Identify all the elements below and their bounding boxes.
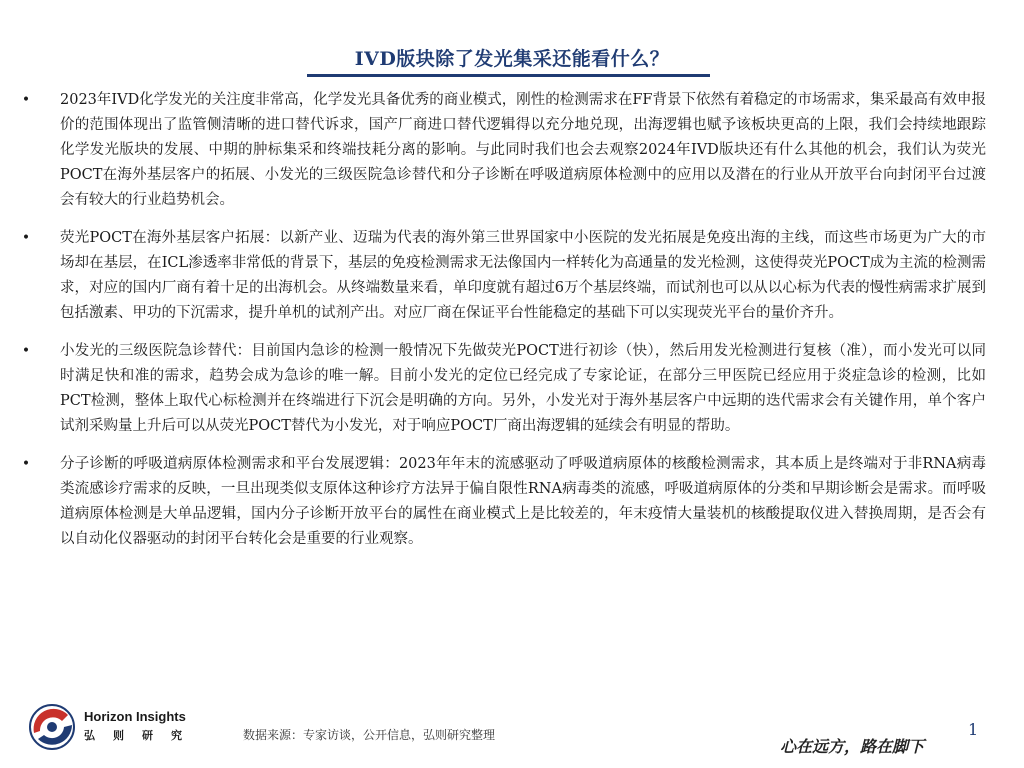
title-underline [307,74,710,77]
bullet-text: 荧光POCT在海外基层客户拓展：以新产业、迈瑞为代表的海外第三世界国家中小医院的发光拓展是免疫出海的主线，而这些市场更为广大的市场却在基层，在ICL渗透率非常低的背景下，基层的免疫检测需求无法像国内一样转化为高通量的发光检测，这使得荧光POCT成为主流的检测需求，对应的国内厂商有着十足的出海机会。从终端数量来看，单印度就有超过6万个基层终端，而试剂也可以从以心标为代表的慢性病需求扩展到包括激素、甲功的下沉需求，提升单机的试剂产出。对应厂商在保证平台性能稳定的基础下可以实现荧光平台的量价齐升。 [60,230,986,321]
bullet-item [20,226,986,326]
page-title: IVD版块除了发光集采还能看什么？ [354,48,670,70]
horizon-insights-logo-icon [28,703,76,751]
bullet-dot: • [21,343,31,359]
bullet-dot: • [21,92,31,108]
bullet-dot: • [21,456,31,472]
bullet-text: 2023年IVD化学发光的关注度非常高，化学发光具备优秀的商业模式，刚性的检测需求在FF背景下依然有着稳定的市场需求，集采最高有效申报价的范围体现出了监管侧清晰的进口替代诉求，国产厂商进口替代逻辑得以充分地兑现，出海逻辑也赋予该板块更高的上限，我们会持续地跟踪化学发光版块的发展、中期的肿标集采和终端技耗分离的影响。与此同时我们也会去观察2024年IVD版块还有什么其他的机会，我们认为荧光POCT在海外基层客户的拓展、小发光的三级医院急诊替代和分子诊断在呼吸道病原体检测中的应用以及潜在的行业从开放平台向封闭平台过渡会有较大的行业趋势机会。 [60,92,986,208]
bullet-text: 分子诊断的呼吸道病原体检测需求和平台发展逻辑：2023年年末的流感驱动了呼吸道病原体的核酸检测需求，其本质上是终端对于非RNA病毒类流感诊疗需求的反映，一旦出现类似支原体这种诊疗方法异于偏自限性RNA病毒类的流感，呼吸道病原体的分类和早期诊断会是需求。而呼吸道病原体检测是大单品逻辑，国内分子诊断开放平台的属性在商业模式上是比较差的，年末疫情大量装机的核酸提取仪进入替换周期，是否会有以自动化仪器驱动的封闭平台转化会是重要的行业观察。 [60,456,986,547]
bullet-text: 小发光的三级医院急诊替代：目前国内急诊的检测一般情况下先做荧光POCT进行初诊（快），然后用发光检测进行复核（准），而小发光可以同时满足快和准的需求，趋势会成为急诊的唯一解。目前小发光的定位已经完成了专家论证，在部分三甲医院已经应用于炎症急诊的检测，比如PCT检测，整体上取代心标检测并在终端进行下沉会是明确的方向。另外，小发光对于海外基层客户中远期的迭代需求会有关键作用，单个客户试剂采购量上升后可以从荧光POCT替代为小发光，对于响应POCT厂商出海逻辑的延续会有明显的帮助。 [60,343,986,434]
brand-name-en: Horizon Insights [84,709,186,724]
page-number: 1 [968,720,979,739]
bullet-dot: • [21,230,31,246]
bullet-item [20,452,986,552]
bullet-list [20,88,986,565]
bullet-item [20,88,986,213]
data-source-note: 数据来源：专家访谈，公开信息，弘则研究整理 [243,728,496,742]
bullet-item [20,339,986,439]
slogan: 心在远方，路在脚下 [780,737,925,756]
brand-name-cn: 弘则研究 [84,729,200,742]
